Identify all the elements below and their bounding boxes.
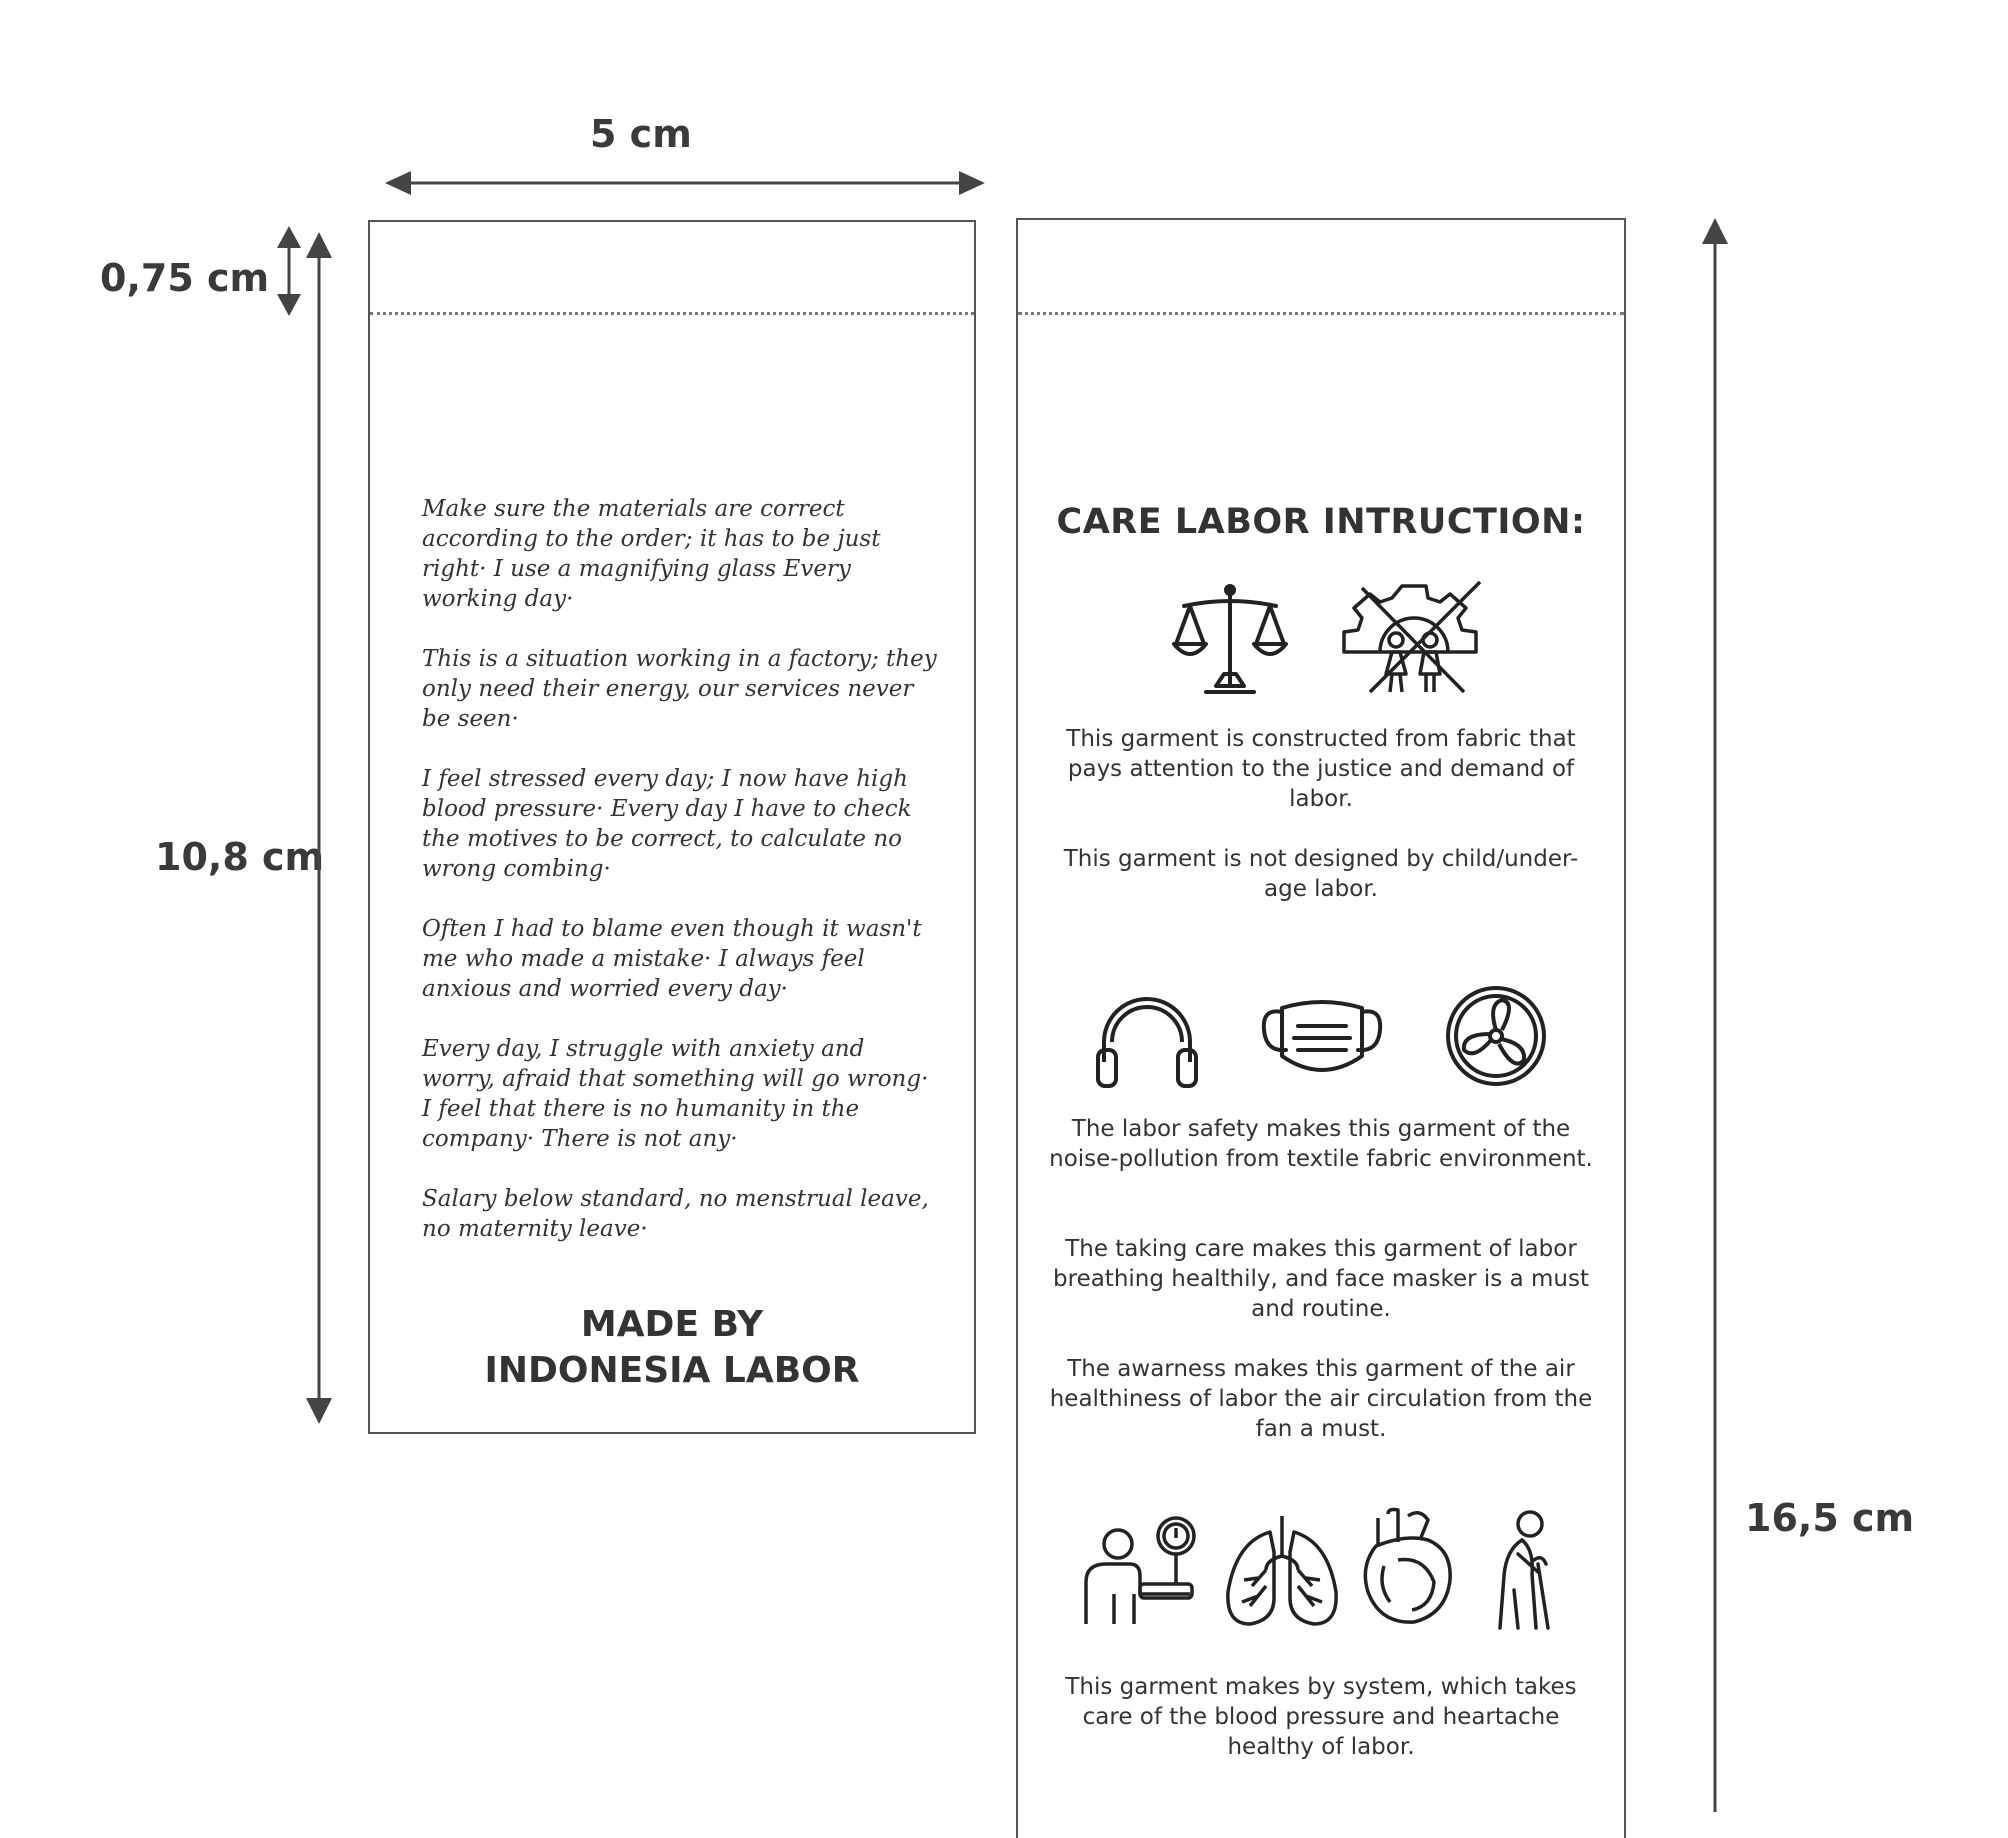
justice-text: This garment is constructed from fabric that pays attention to the justice and demand of labor. bbox=[1066, 726, 1576, 812]
width-dimension-arrow bbox=[385, 168, 985, 198]
back-height-dimension-label: 16,5 cm bbox=[1745, 1496, 1915, 1540]
elderly-person-icon bbox=[1488, 1510, 1560, 1632]
face-mask-icon bbox=[1258, 994, 1386, 1086]
front-label bbox=[368, 220, 976, 1434]
blood-pressure-icon bbox=[1078, 1512, 1202, 1630]
made-by-line-1: MADE BY bbox=[580, 1304, 764, 1345]
child-labor-text: This garment is not designed by child/under-age labor. bbox=[1063, 846, 1579, 902]
air-text: The awarness makes this garment of the air healthiness of labor the air circulation from the fan a must. bbox=[1049, 1356, 1593, 1442]
fold-line bbox=[1018, 312, 1624, 315]
fold-line bbox=[370, 312, 974, 315]
back-height-dimension-arrow bbox=[1700, 218, 1730, 1812]
fold-dimension-arrow bbox=[274, 226, 304, 316]
no-child-labor-icon bbox=[1340, 582, 1488, 698]
made-by-heading bbox=[370, 1302, 974, 1394]
lungs-icon bbox=[1222, 1512, 1342, 1630]
care-title: CARE LABOR INTRUCTION: bbox=[1056, 502, 1586, 542]
fan-icon bbox=[1444, 984, 1548, 1088]
front-height-dimension-arrow bbox=[304, 232, 334, 1424]
fold-dimension-label: 0,75 cm bbox=[100, 256, 270, 300]
health-text: This garment makes by system, which takes care of the blood pressure and heartache healthy of labor. bbox=[1065, 1674, 1577, 1760]
story-paragraph: Often I had to blame even though it wasn't me who made a mistake· I always feel anxious and worried every day· bbox=[422, 916, 922, 1002]
front-label-story bbox=[422, 494, 937, 1274]
story-paragraph: Salary below standard, no menstrual leave, no maternity leave· bbox=[422, 1186, 929, 1242]
scales-of-justice-icon bbox=[1170, 582, 1290, 698]
front-height-dimension-label: 10,8 cm bbox=[155, 835, 325, 879]
care-label bbox=[1016, 218, 1626, 1838]
story-paragraph: This is a situation working in a factory; they only need their energy, our services never be seen· bbox=[422, 646, 937, 732]
headphones-icon bbox=[1094, 990, 1200, 1090]
heart-icon bbox=[1358, 1506, 1458, 1630]
story-paragraph: Every day, I struggle with anxiety and worry, afraid that something will go wrong· I feel that there is no humanity in the company· There is not any· bbox=[422, 1036, 929, 1152]
story-paragraph: Make sure the materials are correct according to the order; it has to be just right· I use a magnifying glass Every working day· bbox=[422, 496, 881, 612]
width-dimension-label: 5 cm bbox=[590, 112, 692, 156]
noise-text: The labor safety makes this garment of the noise-pollution from textile fabric environment. bbox=[1049, 1116, 1593, 1172]
story-paragraph: I feel stressed every day; I now have high blood pressure· Every day I have to check the motives to be correct, to calculate no wrong combing· bbox=[422, 766, 912, 882]
mask-text: The taking care makes this garment of labor breathing healthily, and face masker is a must and routine. bbox=[1053, 1236, 1589, 1322]
made-by-line-2: INDONESIA LABOR bbox=[484, 1350, 860, 1391]
